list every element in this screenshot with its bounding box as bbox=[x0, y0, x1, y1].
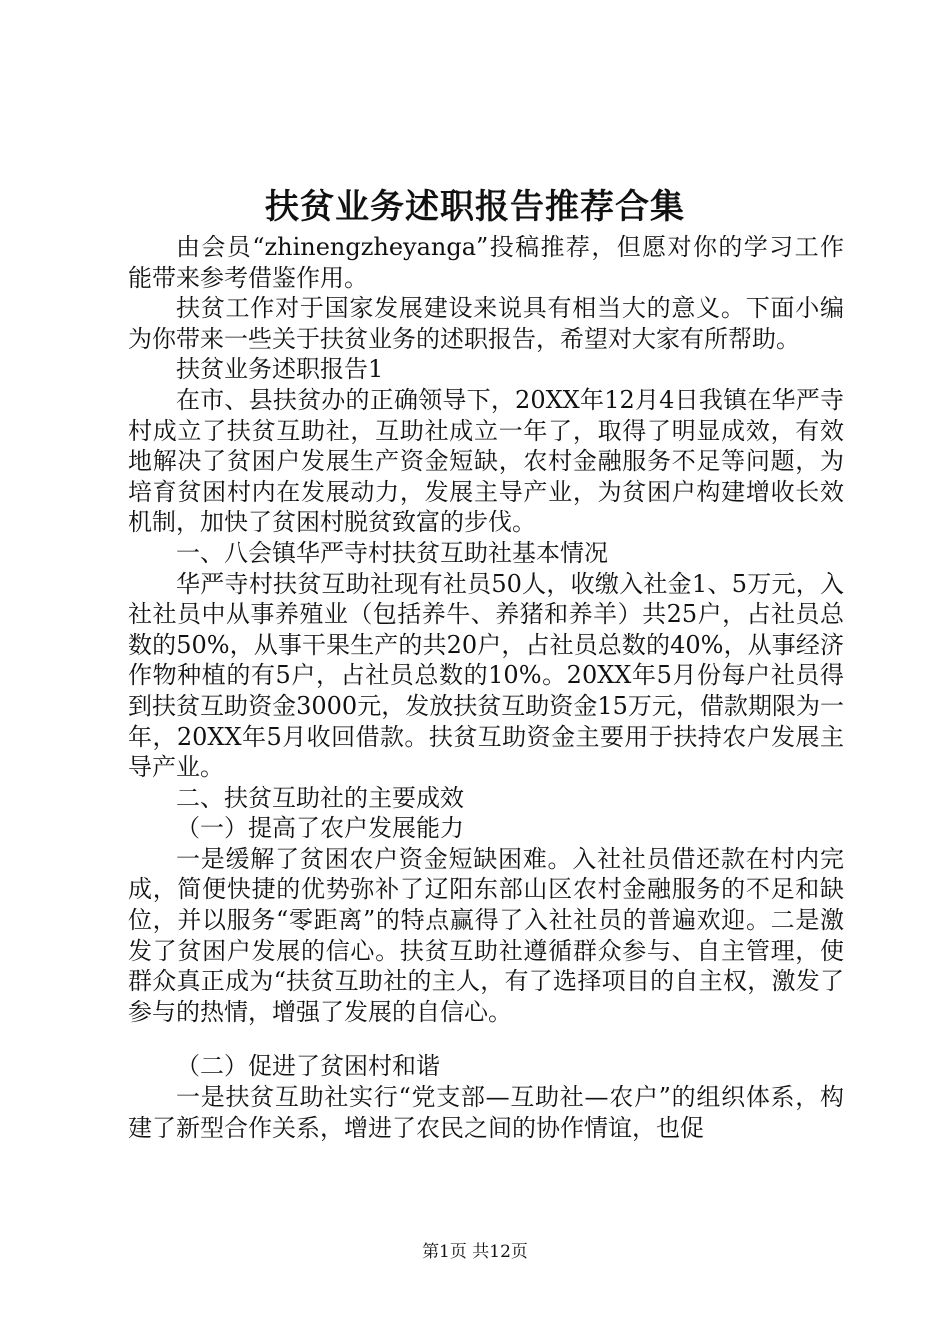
section-heading-basic-info: 一、八会镇华严寺村扶贫互助社基本情况 bbox=[176, 538, 608, 567]
section-heading-report-1: 扶贫业务述职报告1 bbox=[176, 355, 384, 384]
paragraph-capacity: 一是缓解了贫困农户资金短缺困难。入社社员借还款在村内完成，简便快捷的优势弥补了辽阳东部山区农村金融服务的不足和缺位，并以服务“零距离”的特点赢得了入社社员的普遍欢迎。二是激发了贫困户发展的信心。扶贫互助社遵循群众参与、自主管理，使群众真正成为“扶贫互助社的主人，有了选择项目的自主权，激发了参与的热情，增强了发展的自信心。 bbox=[128, 844, 844, 1026]
paragraph-purpose: 扶贫工作对于国家发展建设来说具有相当大的意义。下面小编为你带来一些关于扶贫业务的述职报告，希望对大家有所帮助。 bbox=[128, 294, 844, 353]
paragraph-intro: 由会员“zhinengzheyanga”投稿推荐，但愿对你的学习工作能带来参考借鉴作用。 bbox=[128, 233, 844, 292]
paragraph-basic-info: 华严寺村扶贫互助社现有社员50人，收缴入社金1、5万元，入社社员中从事养殖业（包括养牛、养猪和养羊）共25户，占社员总数的50%，从事干果生产的共20户，占社员总数的40%，从事经济作物种植的有5户，占社员总数的10%。20XX年5月份每户社员得到扶贫互助资金3000元，发放扶贫互助资金15万元，借款期限为一年，20XX年5月收回借款。扶贫互助资金主要用于扶持农户发展主导产业。 bbox=[128, 569, 844, 782]
paragraph-background: 在市、县扶贫办的正确领导下，20XX年12月4日我镇在华严寺村成立了扶贫互助社，互助社成立一年了，取得了明显成效，有效地解决了贫困户发展生产资金短缺，农村金融服务不足等问题，为培育贫困村内在发展动力，发展主导产业，为贫困户构建增收长效机制，加快了贫困村脱贫致富的步伐。 bbox=[128, 385, 844, 537]
document-title: 扶贫业务述职报告推荐合集 bbox=[265, 187, 685, 227]
subsection-heading-harmony: （二）促进了贫困村和谐 bbox=[176, 1052, 440, 1081]
document-body bbox=[128, 232, 844, 1143]
subsection-heading-capacity: （一）提高了农户发展能力 bbox=[176, 814, 464, 843]
page-number-footer: 第1页 共12页 bbox=[422, 1242, 528, 1262]
section-heading-achievements: 二、扶贫互助社的主要成效 bbox=[176, 783, 464, 812]
paragraph-harmony: 一是扶贫互助社实行“党支部—互助社—农户”的组织体系，构建了新型合作关系，增进了农民之间的协作情谊，也促 bbox=[128, 1083, 844, 1142]
